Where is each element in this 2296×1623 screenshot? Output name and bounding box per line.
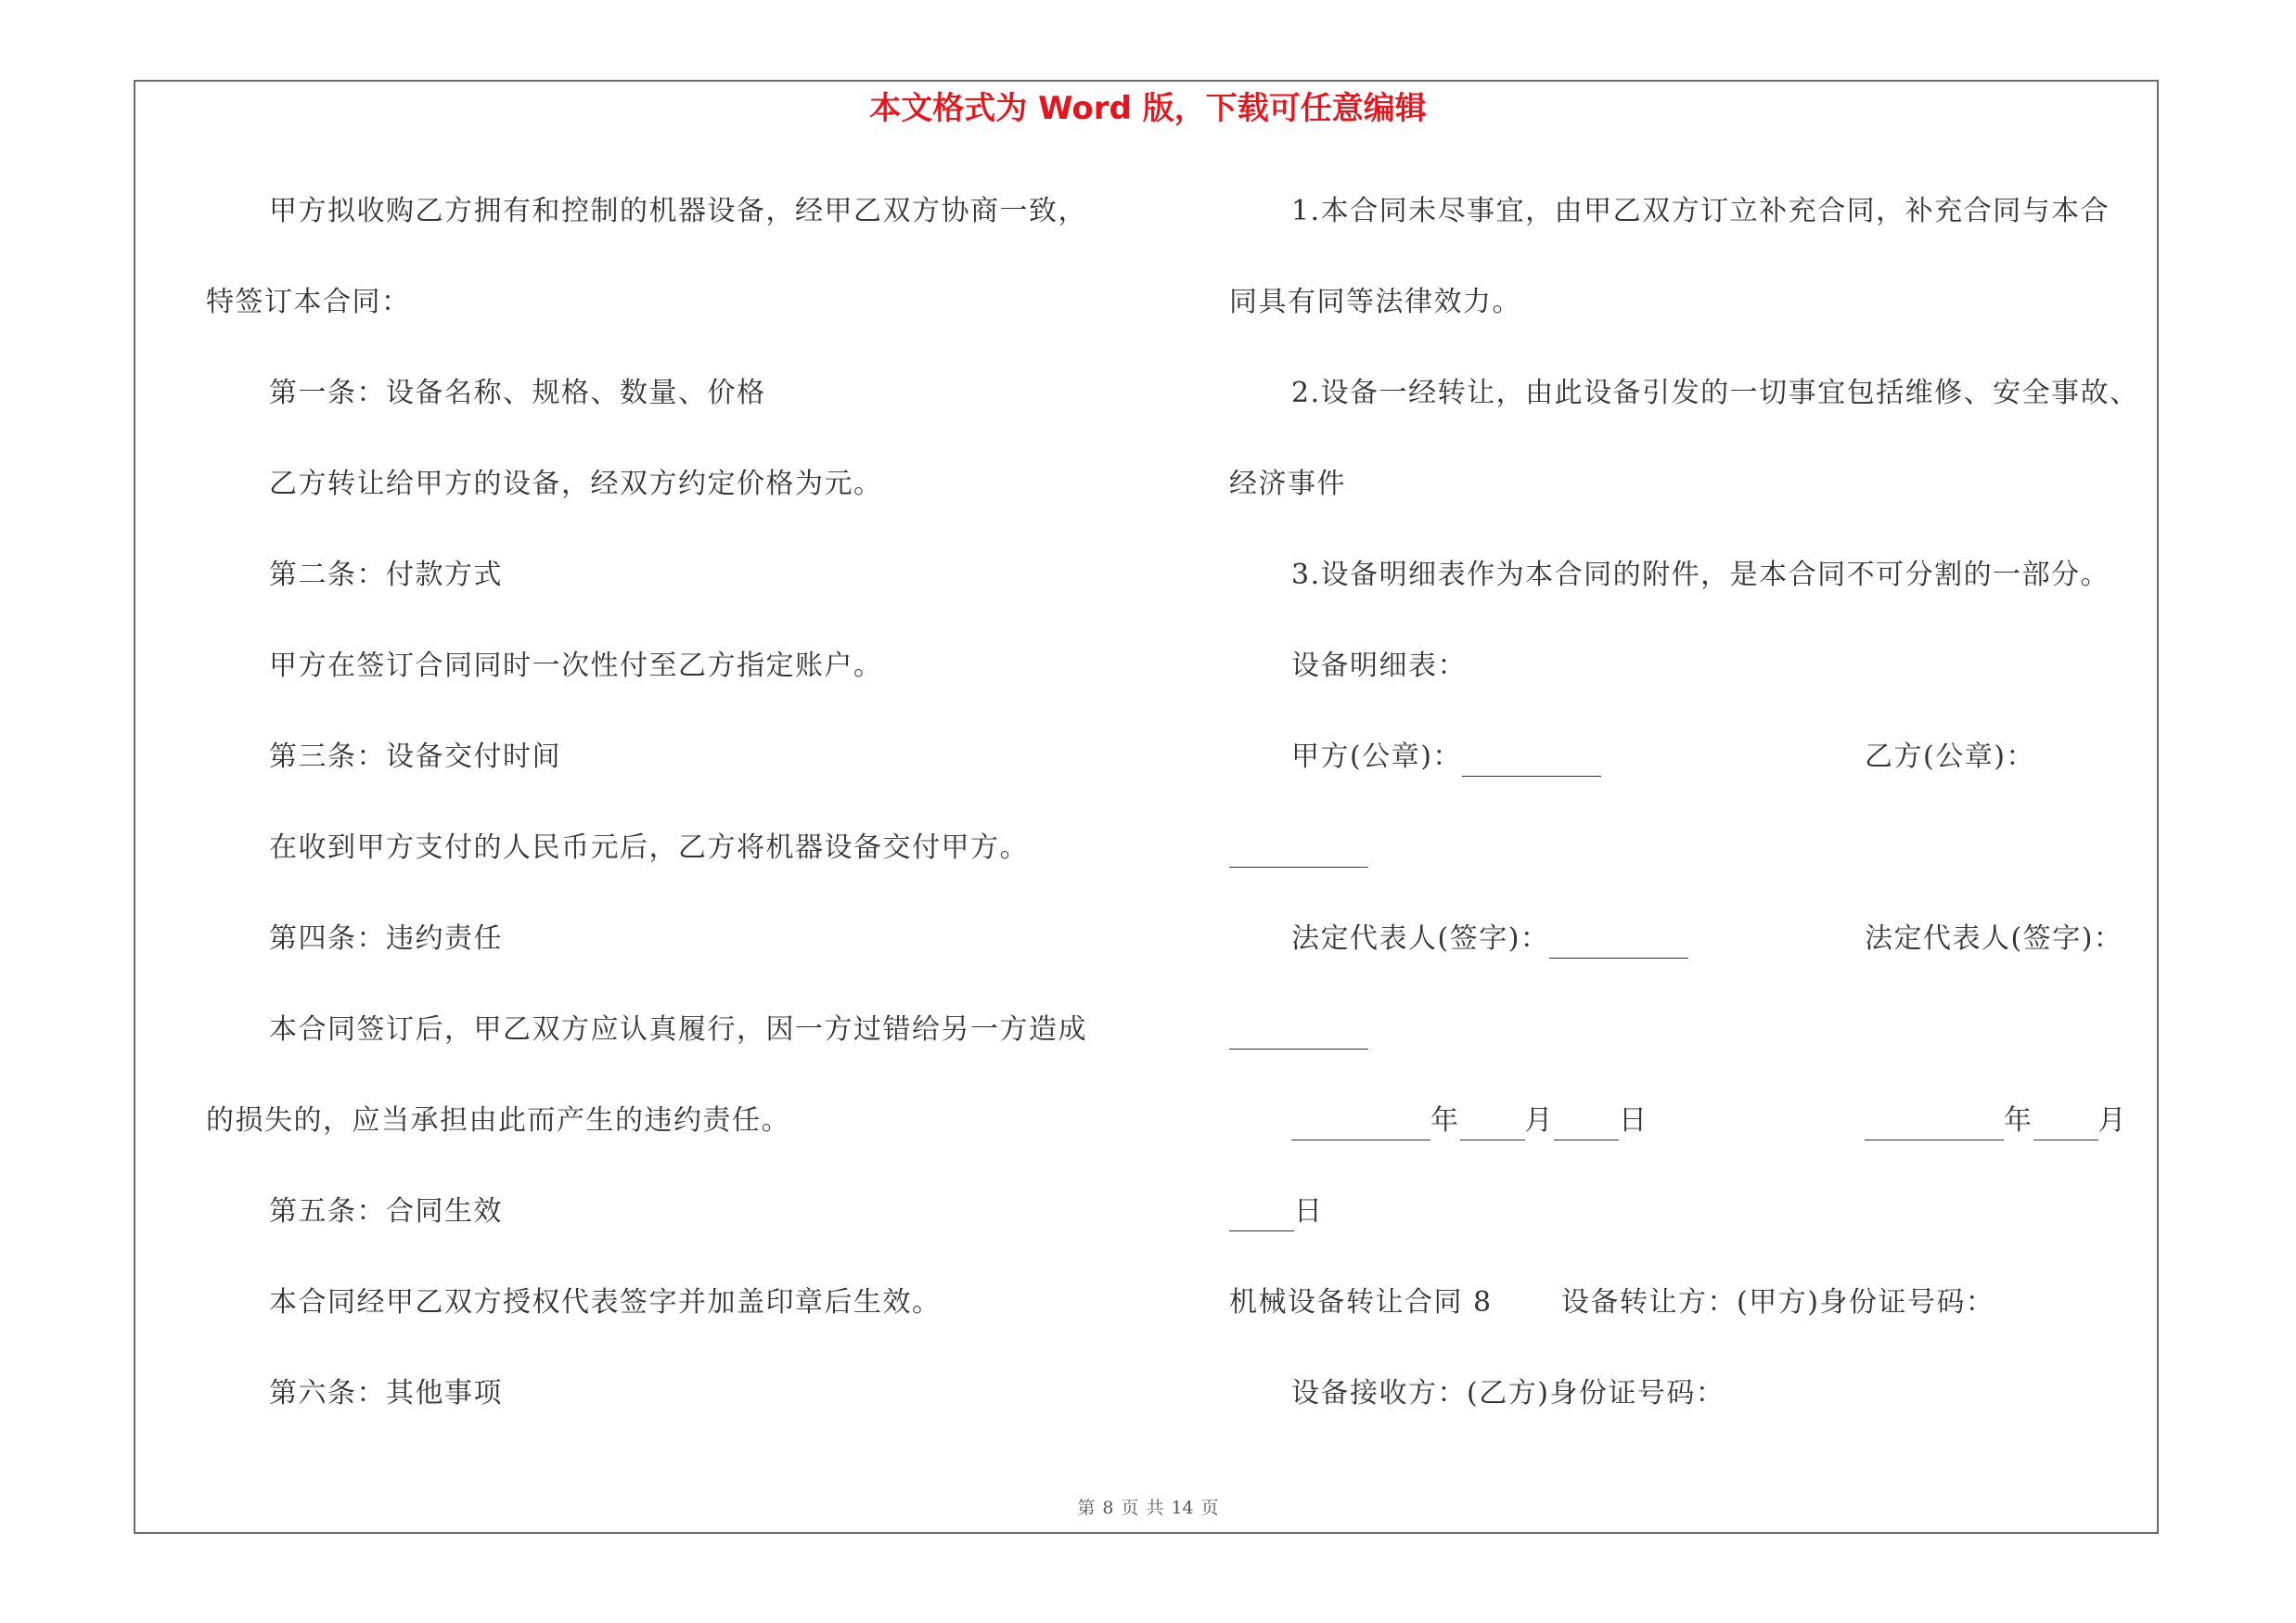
page-number-suffix: 页 [1200, 1498, 1219, 1518]
format-notice-banner: 本文格式为 Word 版，下载可任意编辑 [869, 90, 1427, 127]
page-number-total: 14 [1171, 1498, 1194, 1518]
article-3-body: 在收到甲方支付的人民币元后，乙方将机器设备交付甲方。 [269, 831, 1029, 864]
date-b-month: 月 [2097, 1104, 2127, 1137]
rep-a-blank [1549, 921, 1688, 959]
page-number-current: 8 [1102, 1498, 1114, 1518]
party-a-seal-blank [1462, 739, 1601, 777]
date-b-day: 日 [1294, 1195, 1324, 1228]
date-a-year: 年 [1430, 1104, 1460, 1137]
article-4-body-line-1: 本合同签订后，甲乙双方应认真履行，因一方过错给另一方造成 [269, 1013, 1087, 1046]
next-contract-title: 机械设备转让合同 8 [1229, 1286, 1493, 1319]
article-2-title: 第二条：付款方式 [269, 559, 503, 591]
page-number-page-word: 页 [1121, 1498, 1139, 1518]
article-1-body: 乙方转让给甲方的设备，经双方约定价格为元。 [269, 468, 883, 500]
date-line-a [1291, 1102, 1648, 1140]
receiver-line: 设备接收方：(乙方)身份证号码： [1291, 1377, 1725, 1410]
transferor-line: 设备转让方：(甲方)身份证号码： [1561, 1286, 1995, 1319]
preamble-line-1: 甲方拟收购乙方拥有和控制的机器设备，经甲乙双方协商一致， [269, 195, 1087, 227]
date-a-month: 月 [1524, 1104, 1554, 1137]
party-b-seal-label: 乙方(公章)： [1865, 741, 2035, 773]
page-number [0, 1496, 2296, 1520]
article-3-title: 第三条：设备交付时间 [269, 741, 561, 773]
rep-a-label: 法定代表人(签字)： [1291, 922, 1550, 955]
article-6-title: 第六条：其他事项 [269, 1377, 503, 1410]
date-a-day: 日 [1619, 1104, 1648, 1137]
clause-1-line-1: 1.本合同未尽事宜，由甲乙双方订立补充合同，补充合同与本合 [1291, 195, 2110, 227]
article-5-body: 本合同经甲乙双方授权代表签字并加盖印章后生效。 [269, 1286, 942, 1319]
clause-2-line-2: 经济事件 [1229, 468, 1346, 500]
preamble-line-2: 特签订本合同： [206, 286, 411, 318]
article-1-title: 第一条：设备名称、规格、数量、价格 [269, 377, 766, 409]
rep-b-label: 法定代表人(签字)： [1865, 922, 2123, 955]
article-4-title: 第四条：违约责任 [269, 922, 503, 955]
rep-a-line [1291, 921, 1688, 959]
page-number-prefix: 第 [1077, 1498, 1096, 1518]
article-4-body-line-2: 的损失的，应当承担由此而产生的违约责任。 [206, 1104, 790, 1137]
rep-b-blank [1229, 1011, 1368, 1050]
party-b-seal-blank [1229, 830, 1368, 868]
clause-3: 3.设备明细表作为本合同的附件，是本合同不可分割的一部分。 [1291, 559, 2110, 591]
clause-2-line-1: 2.设备一经转让，由此设备引发的一切事宜包括维修、安全事故、 [1291, 377, 2139, 409]
article-2-body: 甲方在签订合同同时一次性付至乙方指定账户。 [269, 650, 883, 682]
party-a-seal-line [1291, 739, 1601, 777]
party-a-seal-label: 甲方(公章)： [1291, 741, 1462, 773]
date-b-year: 年 [2004, 1104, 2033, 1137]
date-line-b [1865, 1102, 2127, 1140]
page-number-total-word: 共 [1146, 1498, 1164, 1518]
article-5-title: 第五条：合同生效 [269, 1195, 503, 1228]
equipment-schedule-label: 设备明细表： [1291, 650, 1467, 682]
date-line-b-day [1229, 1193, 1324, 1231]
clause-1-line-2: 同具有同等法律效力。 [1229, 286, 1521, 318]
